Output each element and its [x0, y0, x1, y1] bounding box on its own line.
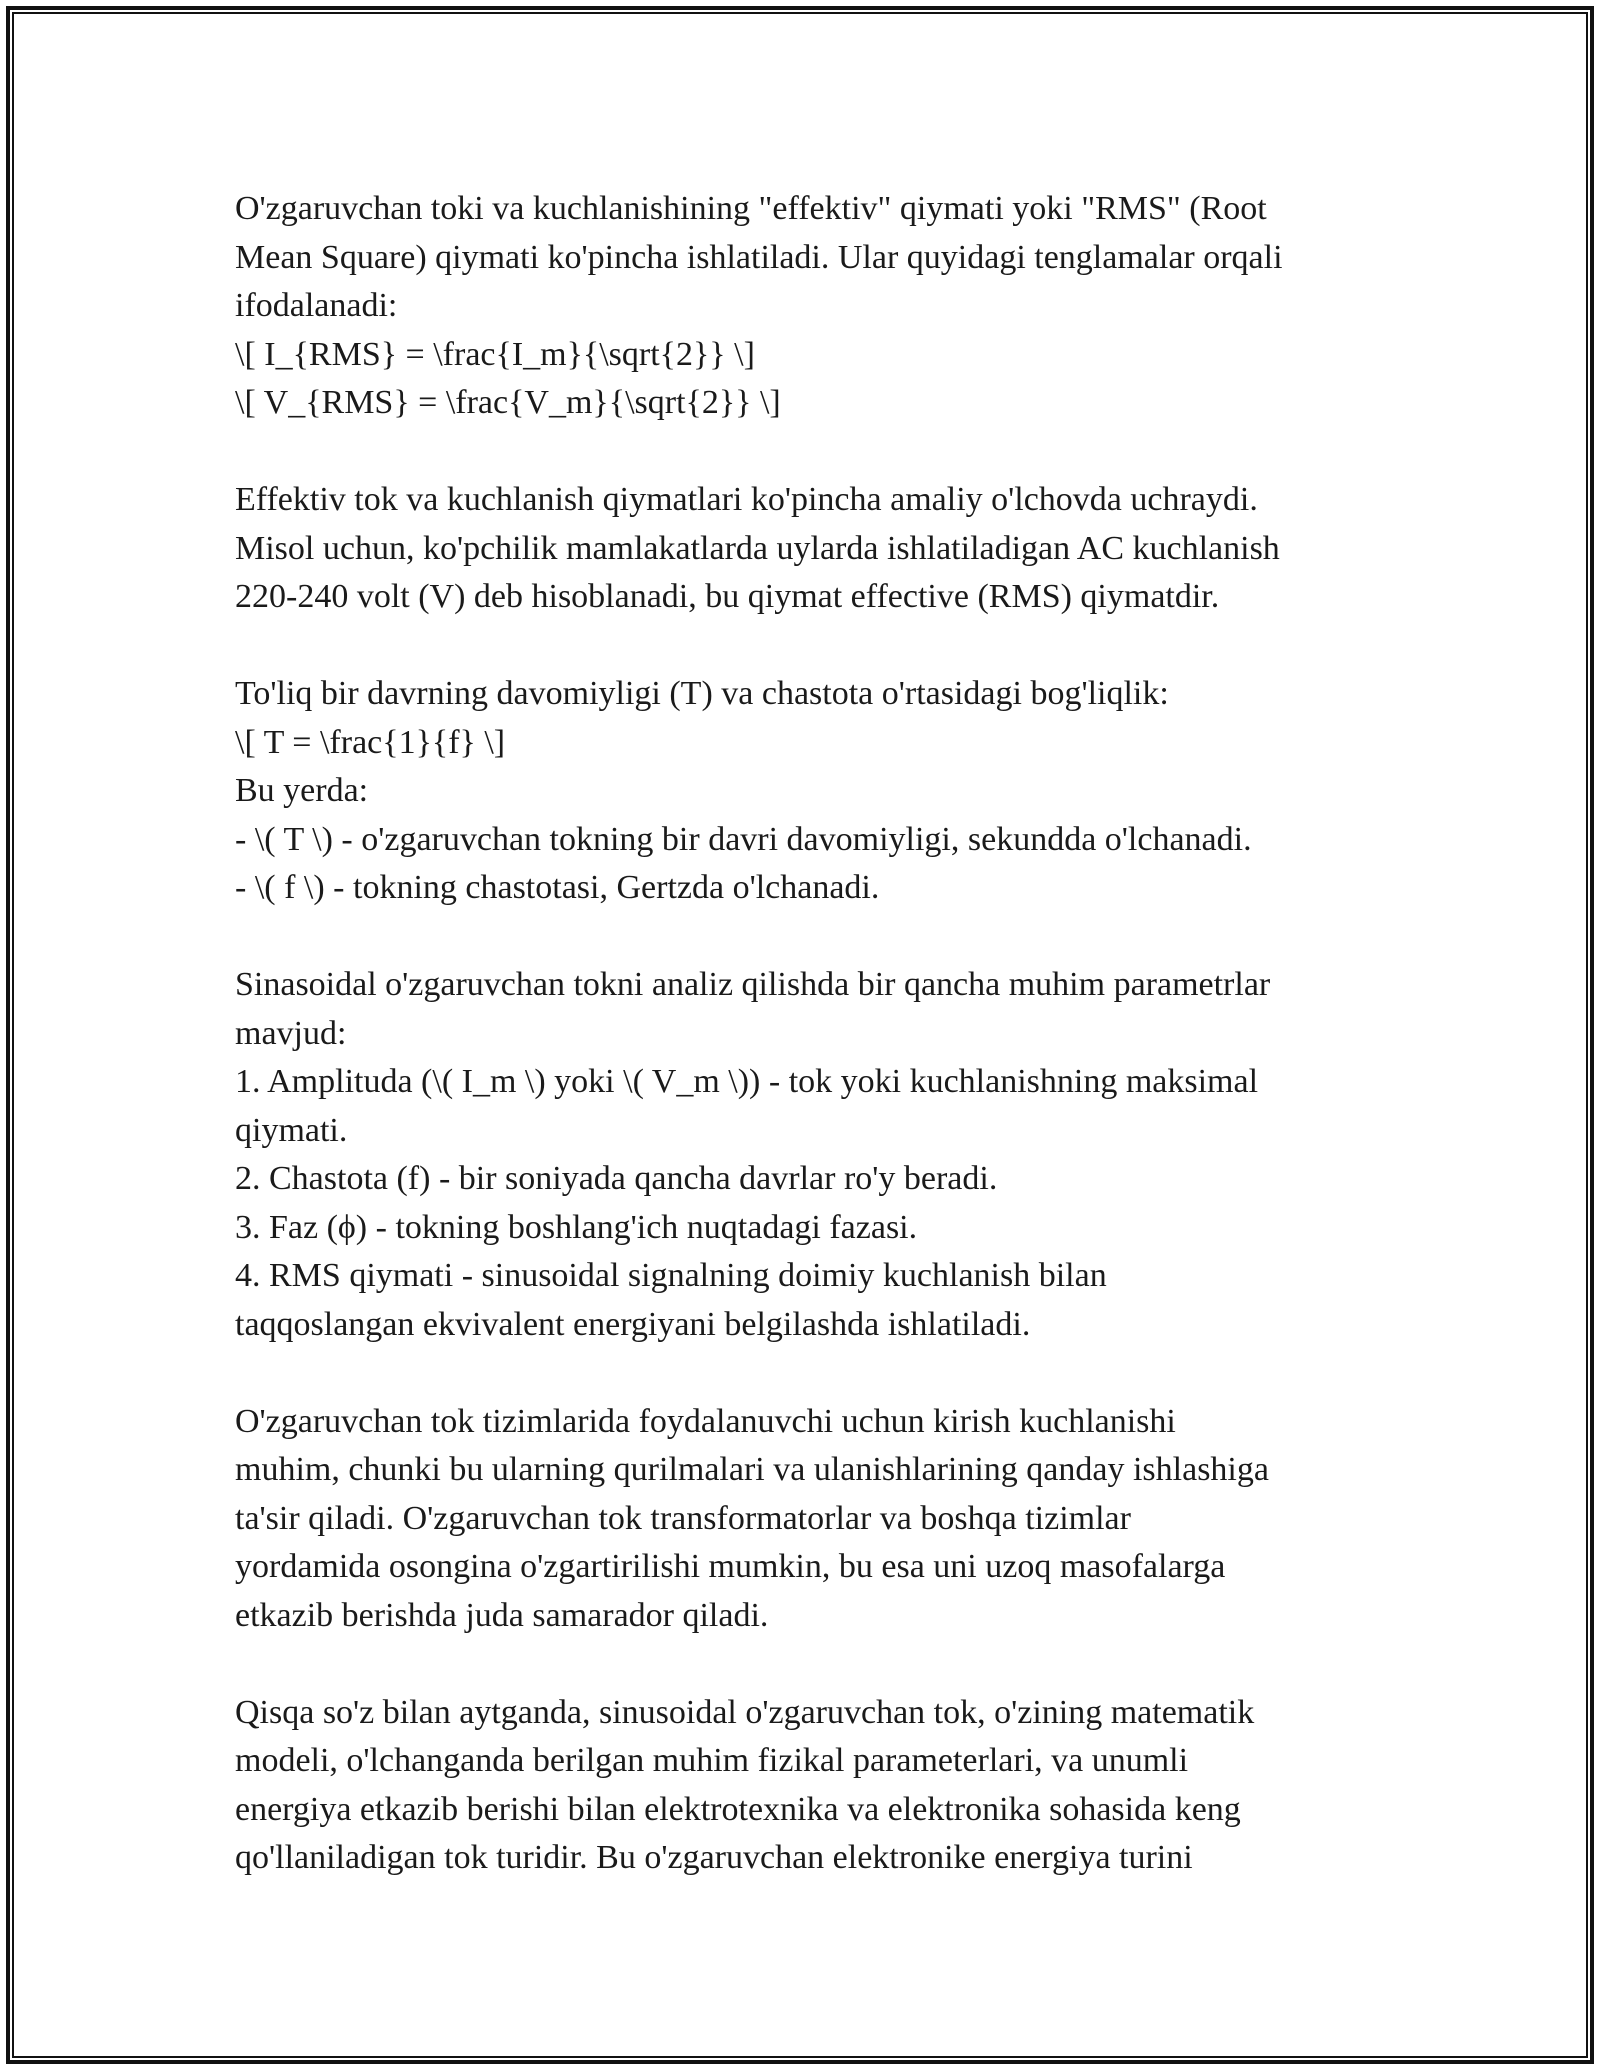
paragraph-period-frequency [235, 670, 1395, 913]
list-item: - \( f \) - tokning chastotasi, Gertzda o'lchanadi. [235, 869, 880, 906]
text-line: taqqoslangan ekvivalent energiyani belgilashda ishlatiladi. [235, 1305, 1031, 1343]
text-line: modeli, o'lchanganda berilgan muhim fizikal parameterlari, va unumli [235, 1742, 1189, 1779]
list-item: - \( T \) - o'zgaruvchan tokning bir davri davomiyligi, sekundda o'lchanadi. [235, 820, 1252, 858]
formula-line: \[ I_{RMS} = \frac{I_m}{\sqrt{2}} \] [235, 335, 755, 373]
text-line: Qisqa so'z bilan aytganda, sinusoidal o'zgaruvchan tok, o'zining matematik [235, 1693, 1255, 1731]
text-line: ta'sir qiladi. O'zgaruvchan tok transformatorlar va boshqa tizimlar [235, 1499, 1131, 1537]
text-line: Misol uchun, ko'pchilik mamlakatlarda uylarda ishlatiladigan AC kuchlanish [235, 529, 1280, 567]
text-line: O'zgaruvchan tok tizimlarida foydalanuvchi uchun kirish kuchlanishi [235, 1402, 1176, 1440]
formula-line: \[ T = \frac{1}{f} \] [235, 723, 506, 761]
text-line: mavjud: [235, 1014, 347, 1052]
text-line: etkazib berishda juda samarador qiladi. [235, 1596, 769, 1634]
paragraph-effective-values [235, 476, 1395, 622]
text-line: muhim, chunki bu ularning qurilmalari va ulanishlarining qanday ishlashiga [235, 1451, 1269, 1488]
text-line: Sinasoidal o'zgaruvchan tokni analiz qilishda bir qancha muhim parametrlar [235, 966, 1271, 1003]
paragraph-rms-intro [235, 185, 1395, 428]
list-item: 4. RMS qiymati - sinusoidal signalning doimiy kuchlanish bilan [235, 1257, 1107, 1294]
text-line: ifodalanadi: [235, 287, 398, 324]
text-line: qiymati. [235, 1111, 348, 1149]
list-item: 1. Amplituda (\( I_m \) yoki \( V_m \)) - tok yoki kuchlanishning maksimal [235, 1063, 1259, 1100]
paragraph-parameters [235, 961, 1395, 1349]
formula-line: \[ V_{RMS} = \frac{V_m}{\sqrt{2}} \] [235, 384, 781, 421]
text-line: Bu yerda: [235, 772, 369, 809]
paragraph-summary [235, 1689, 1395, 1883]
text-line: Mean Square) qiymati ko'pincha ishlatiladi. Ular quyidagi tenglamalar orqali [235, 238, 1283, 276]
text-line: To'liq bir davrning davomiyligi (T) va chastota o'rtasidagi bog'liqlik: [235, 675, 1169, 712]
document-body [235, 185, 1395, 1931]
paragraph-ac-systems [235, 1398, 1395, 1641]
text-line: yordamida osongina o'zgartirilishi mumkin, bu esa uni uzoq masofalarga [235, 1548, 1226, 1585]
text-line: O'zgaruvchan toki va kuchlanishining "effektiv" qiymati yoki "RMS" (Root [235, 190, 1267, 227]
list-item: 2. Chastota (f) - bir soniyada qancha davrlar ro'y beradi. [235, 1160, 998, 1197]
list-item: 3. Faz (ϕ) - tokning boshlang'ich nuqtadagi fazasi. [235, 1208, 918, 1246]
text-line: 220-240 volt (V) deb hisoblanadi, bu qiymat effective (RMS) qiymatdir. [235, 578, 1220, 615]
text-line: energiya etkazib berishi bilan elektrotexnika va elektronika sohasida keng [235, 1790, 1241, 1828]
text-line: Effektiv tok va kuchlanish qiymatlari ko'pincha amaliy o'lchovda uchraydi. [235, 481, 1258, 518]
text-line: qo'llaniladigan tok turidir. Bu o'zgaruvchan elektronike energiya turini [235, 1839, 1193, 1876]
